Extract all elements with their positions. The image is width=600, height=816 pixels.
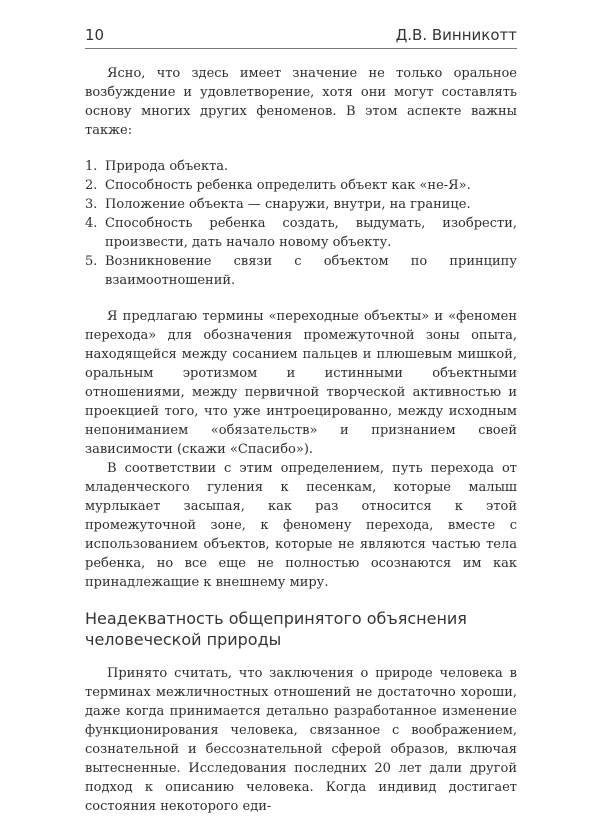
list-item-text: Способность ребенка определить объект как «не-Я». bbox=[105, 178, 471, 193]
list-item-number: 4. bbox=[85, 216, 98, 231]
page-body bbox=[85, 64, 517, 816]
list-item-number: 5. bbox=[85, 254, 98, 269]
list-item bbox=[85, 252, 517, 290]
definition-paragraph: В соответствии с этим определением, путь перехода от младенческого гуления к песенкам, которые малыш мурлыкает засыпая, как раз относится к этой промежуточной зоне, к феномену перехода, вместе с использованием объектов, которые не являются частью тела ребенка, но все еще не полностью осознаются им как принадлежащие к внешнему миру. bbox=[85, 461, 517, 590]
list-item-text: Природа объекта. bbox=[105, 159, 229, 174]
list-item-text: Способность ребенка создать, выдумать, изобрести, произвести, дать начало новому объекту. bbox=[105, 216, 517, 250]
page-number: 10 bbox=[85, 26, 105, 44]
header-rule bbox=[85, 48, 517, 49]
section-paragraph: Принято считать, что заключения о природе человека в терминах межличностных отношений не достаточно хороши, даже когда принимается детально разработанное изменение функционирования человека, связанное с воображением, сознательной и бессознательной сферой образов, включая вытесненные. Исследования последних 20 лет дали другой подход к описанию человека. Когда индивид достигает состояния некоторого еди- bbox=[85, 666, 517, 814]
list-item bbox=[85, 157, 517, 176]
list-item-text: Возникновение связи с объектом по принципу взаимоотношений. bbox=[105, 254, 517, 288]
running-head bbox=[85, 26, 517, 46]
section-heading: Неадекватность общепринятого объяснения человеческой природы bbox=[85, 609, 467, 649]
list-item-number: 3. bbox=[85, 197, 98, 212]
list-item-text: Положение объекта — снаружи, внутри, на границе. bbox=[105, 197, 471, 212]
list-item-number: 2. bbox=[85, 178, 98, 193]
list-item-number: 1. bbox=[85, 159, 98, 174]
intro-paragraph: Ясно, что здесь имеет значение не только оральное возбуждение и удовлетворение, хотя они могут составлять основу многих других феноменов. В этом аспекте важны также: bbox=[85, 66, 517, 138]
running-author: Д.В. Винникотт bbox=[395, 26, 517, 44]
object-aspects-list bbox=[85, 157, 517, 290]
list-item bbox=[85, 214, 517, 252]
transitional-objects-paragraph: Я предлагаю термины «переходные объекты» и «феномен перехода» для обозначения промежуточной зоны опыта, находящейся между сосанием пальцев и плюшевым мишкой, оральным эротизмом и истинными объектными отношениями, между первичной творческой активностью и проекцией того, что уже интроецированно, между исходным непониманием «обязательств» и признанием своей зависимости (скажи «Спасибо»). bbox=[85, 309, 517, 457]
list-item bbox=[85, 176, 517, 195]
list-item bbox=[85, 195, 517, 214]
